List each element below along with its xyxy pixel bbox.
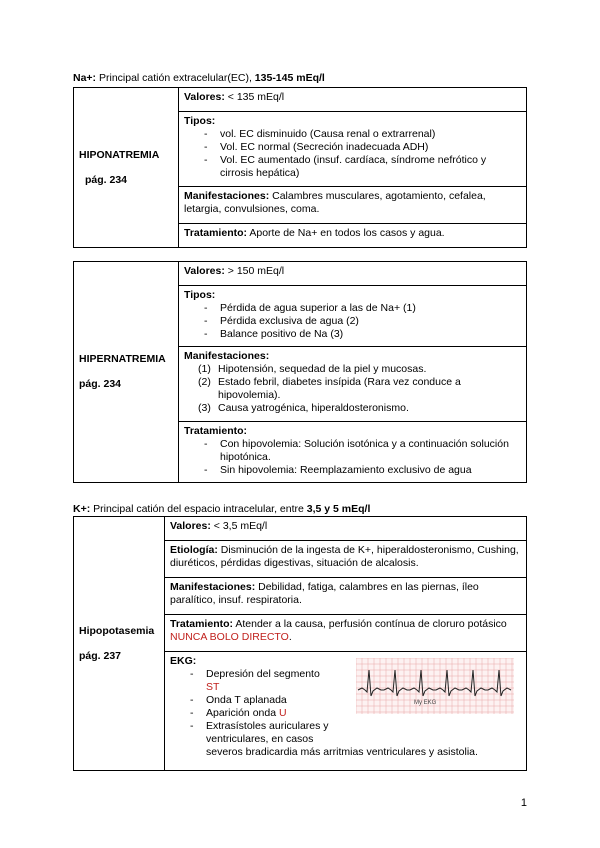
list-red: U [278,707,287,719]
na-prefix: Na+: [73,72,97,84]
etio-text: Disminución de la ingesta de K+, hiperaldosteronismo, Cushing, diuréticos, pérdidas digestivas, situación de alcalosis. [170,544,519,569]
hipopotasemia-manif [165,578,527,615]
page-number: 1 [520,797,527,809]
list-number: (3) [198,402,211,414]
list-text: Onda T aplanada [206,694,287,706]
valores-heading: Valores: [170,520,211,532]
hipernatremia-tipos [179,286,527,347]
ekg-heading: EKG: [170,655,197,667]
trat-warning: NUNCA BOLO DIRECTO [170,631,289,643]
list-item: - vol. EC disminuido (Causa renal o extrarrenal) [204,128,521,141]
list-item [190,707,360,720]
hiponatremia-tipos [179,112,527,187]
valores-text: > 150 mEq/l [224,265,285,277]
list-text: Hipotensión, sequedad de la piel y mucosas. [218,363,427,375]
hipernatremia-tipos-list [184,302,521,341]
hipopotasemia-table [73,516,527,771]
manif-text: Debilidad, fatiga, calambres en las piernas, íleo paralítico, insuf. respiratoria. [170,581,479,606]
list-item [190,668,360,694]
trat-text: Atender a la causa, perfusión contínua de cloruro potásico [233,618,507,630]
list-number: (2) [198,376,211,388]
ekg-image-label: My EKG [414,700,437,706]
hipopotasemia-page: pág. 237 [79,649,122,662]
trat-text: Aporte de Na+ en todos los casos y agua. [247,227,445,239]
manif-heading: Manifestaciones: [184,190,270,202]
valores-heading: Valores: [184,91,225,103]
list-text: Depresión del segmento [206,668,320,680]
list-item: - Pérdida exclusiva de agua (2) [204,315,521,328]
list-number: (1) [198,363,211,375]
hiponatremia-manif [179,187,527,224]
manif-heading: Manifestaciones: [170,581,256,593]
k-intro-text: Principal catión del espacio intracelular, entre [90,503,307,515]
ekg-list [170,668,360,746]
hipernatremia-manif [179,347,527,422]
list-item: - Vol. EC aumentado (insuf. cardíaca, síndrome nefrótico y cirrosis hepática) [204,154,521,180]
k-intro [73,503,370,515]
hiponatremia-name: HIPONATREMIA [79,148,160,161]
hiponatremia-page: pág. 234 [85,173,128,186]
na-range: 135-145 mEq/l [254,72,325,84]
hipopotasemia-label [74,517,165,771]
hiponatremia-table [73,87,527,248]
hipernatremia-table [73,261,527,483]
etio-heading: Etiología: [170,544,218,556]
list-text: Aparición onda [206,707,279,719]
k-prefix: K+: [73,503,91,515]
manif-text: Calambres musculares, agotamiento, cefalea, letargia, convulsiones, coma. [184,190,486,215]
hiponatremia-label [74,88,179,248]
valores-text: < 135 mEq/l [224,91,285,103]
hipopotasemia-trat: Tratamiento: Atender a la causa, perfusión contínua de cloruro potásico NUNCA BOLO DIRECTO. [165,615,527,652]
list-item [190,694,360,707]
ekg-tail: severos bradicardia más arritmias ventriculares y asistolia. [206,746,478,758]
list-text: Extrasístoles auriculares y ventriculares, en casos [206,720,329,745]
tipos-heading: Tipos: [184,289,216,301]
hipernatremia-manif-list [184,363,521,415]
hipernatremia-label [74,262,179,483]
list-text: Causa yatrogénica, hiperaldosteronismo. [218,402,409,414]
hipernatremia-trat-list [184,438,521,477]
list-item [198,402,521,415]
hipernatremia-name: HIPERNATREMIA [79,353,166,365]
trat-heading: Tratamiento: [170,618,234,630]
tipos-heading: Tipos: [184,115,216,127]
hipernatremia-page: pág. 234 [79,378,122,390]
ekg-trace-image [356,658,514,714]
list-item [190,720,360,746]
hipernatremia-trat [179,422,527,483]
hiponatremia-trat [179,224,527,248]
list-item [198,376,521,402]
na-intro-text: Principal catión extracelular(EC), [96,72,255,84]
hipopotasemia-name: Hipopotasemia [79,624,155,637]
valores-text: < 3,5 mEq/l [210,520,268,532]
hipopotasemia-etio [165,541,527,578]
list-item: - Balance positivo de Na (3) [204,328,521,341]
hipernatremia-valores [179,262,527,286]
list-text: Estado febril, diabetes insípida (Rara vez conduce a hipovolemia). [218,376,461,401]
list-item: - Con hipovolemia: Solución isotónica y a continuación solución hipotónica. [204,438,521,464]
list-item: - Sin hipovolemia: Reemplazamiento exclusivo de agua [204,464,521,477]
trat-heading: Tratamiento: [184,227,248,239]
hipopotasemia-ekg [165,652,527,771]
list-red: ST [206,681,220,693]
trat-heading: Tratamiento: [184,425,248,437]
list-item: - Pérdida de agua superior a las de Na+ (1) [204,302,521,315]
na-intro [73,72,325,84]
list-item [198,363,521,376]
valores-heading: Valores: [184,265,225,277]
k-range: 3,5 y 5 mEq/l [306,503,371,515]
manif-heading: Manifestaciones: [184,350,270,362]
hiponatremia-valores [179,88,527,112]
hiponatremia-tipos-list [184,128,521,180]
list-item: - Vol. EC normal (Secreción inadecuada ADH) [204,141,521,154]
hipopotasemia-valores [165,517,527,541]
